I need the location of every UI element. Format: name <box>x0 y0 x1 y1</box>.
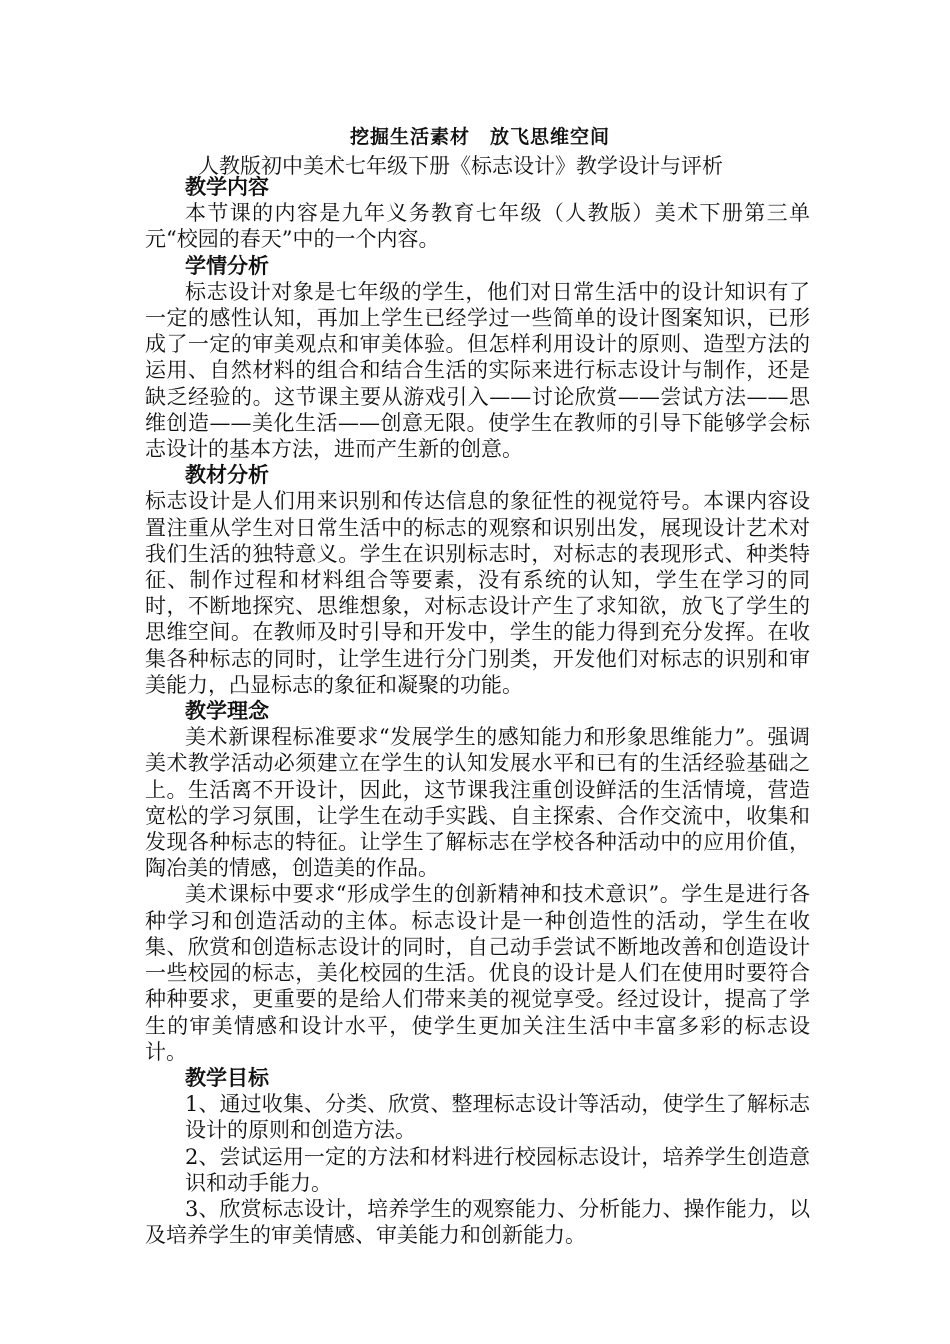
goal-item: 3、欣赏标志设计，培养学生的观察能力、分析能力、操作能力，以及培养学生的审美情感、审美能力和创新能力。 <box>145 1196 810 1248</box>
paragraph: 本节课的内容是九年义务教育七年级（人教版）美术下册第三单元“校园的春天”中的一个内容。 <box>145 201 810 252</box>
section-heading-teaching-philosophy: 教学理念 <box>185 698 269 724</box>
paragraph: 标志设计对象是七年级的学生，他们对日常生活中的设计知识有了一定的感性认知，再加上学生已经学过一些简单的设计图案知识，已形成了一定的审美观点和审美体验。但怎样利用设计的原则、造型方法的运用、自然材料的组合和结合生活的实际来进行标志设计与制作，还是缺乏经验的。这节课主要从游戏引入——讨论欣赏——尝试方法——思维创造——美化生活——创意无限。使学生在教师的引导下能够学会标志设计的基本方法，进而产生新的创意。 <box>145 279 810 462</box>
document-subtitle: 人教版初中美术七年级下册《标志设计》教学设计与评析 <box>198 154 723 178</box>
paragraph: 美术新课程标准要求“发展学生的感知能力和形象思维能力”。强调美术教学活动必须建立在学生的认知发展水平和已有的生活经验基础之上。生活离不开设计，因此，这节课我注重创设鲜活的生活情境，营造宽松的学习氛围，让学生在动手实践、自主探索、合作交流中，收集和发现各种标志的特征。让学生了解标志在学校各种活动中的应用价值，陶冶美的情感，创造美的作品。 <box>145 725 810 881</box>
section-heading-learner-analysis: 学情分析 <box>185 252 269 278</box>
section-heading-material-analysis: 教材分析 <box>185 462 269 488</box>
paragraph: 标志设计是人们用来识别和传达信息的象征性的视觉符号。本课内容设置注重从学生对日常生活中的标志的观察和识别出发，展现设计艺术对我们生活的独特意义。学生在识别标志时，对标志的表现形式、种类特征、制作过程和材料组合等要素，没有系统的认知，学生在学习的同时，不断地探究、思维想象，对标志设计产生了求知欲，放飞了学生的思维空间。在教师及时引导和开发中，学生的能力得到充分发挥。在收集各种标志的同时，让学生进行分门别类，开发他们对标志的识别和审美能力，凸显标志的象征和凝聚的功能。 <box>145 489 810 697</box>
document-body <box>145 174 810 1248</box>
goal-item: 2、尝试运用一定的方法和材料进行校园标志设计，培养学生创造意识和动手能力。 <box>185 1144 810 1195</box>
paragraph: 美术课标中要求“形成学生的创新精神和技术意识”。学生是进行各种学习和创造活动的主体。标志设计是一种创造性的活动，学生在收集、欣赏和创造标志设计的同时，自己动手尝试不断地改善和创造设计一些校园的标志，美化校园的生活。优良的设计是人们在使用时要符合种种要求，更重要的是给人们带来美的视觉享受。经过设计，提高了学生的审美情感和设计水平，使学生更加关注生活中丰富多彩的标志设计。 <box>145 882 810 1064</box>
document-title: 挖掘生活素材 放飞思维空间 <box>349 126 610 148</box>
goal-item: 1、通过收集、分类、欣赏、整理标志设计等活动，使学生了解标志设计的原则和创造方法。 <box>185 1092 810 1143</box>
section-heading-teaching-content: 教学内容 <box>185 174 269 199</box>
section-heading-teaching-goals: 教学目标 <box>185 1064 269 1090</box>
